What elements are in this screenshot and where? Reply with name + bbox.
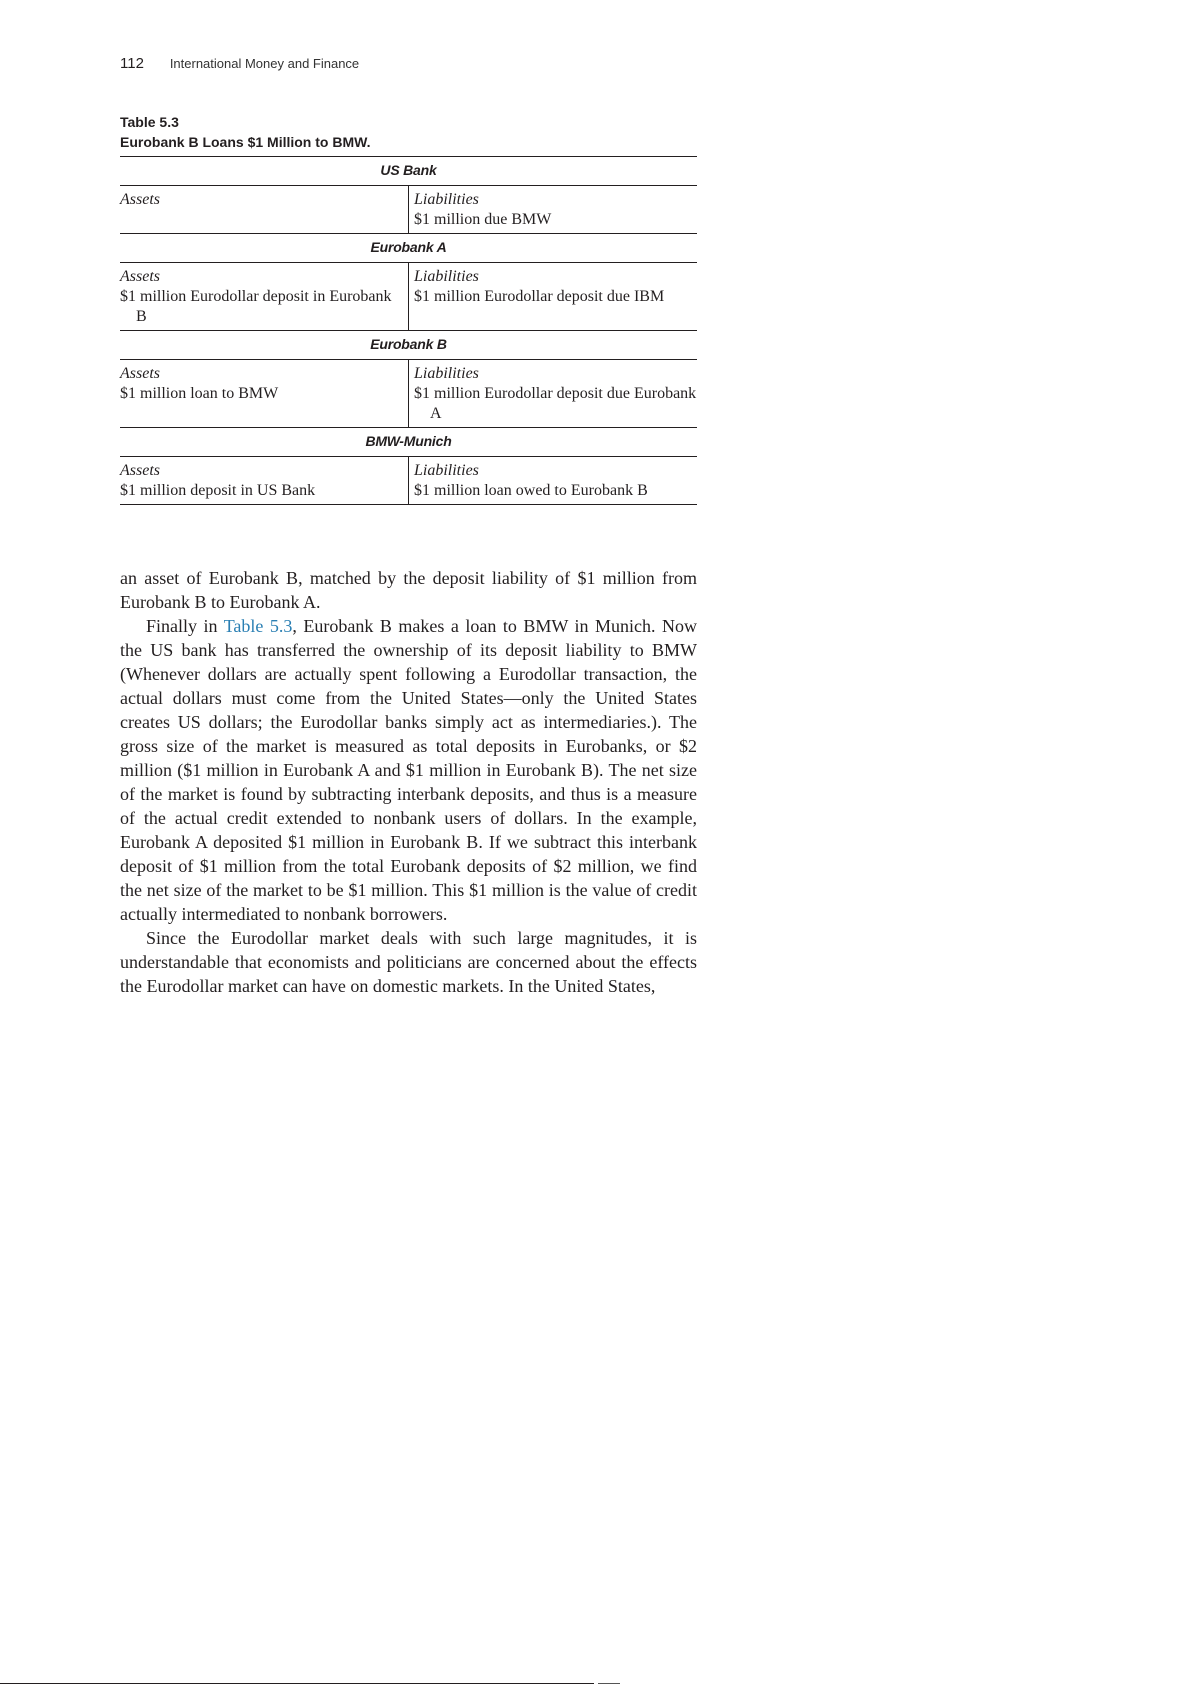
asset-entry: $1 million loan to BMW [120,385,279,402]
footer-rule [0,1683,594,1684]
liabilities-column [409,186,697,233]
footer-mark [598,1683,620,1684]
assets-label: Assets [120,268,160,285]
assets-column [120,457,409,504]
liability-entry: $1 million loan owed to Eurobank B [414,482,648,499]
liabilities-column [409,263,697,330]
table-row [120,186,697,233]
assets-column [120,186,409,233]
running-header [120,55,359,72]
assets-label: Assets [120,191,160,208]
liabilities-column [409,457,697,504]
body-text [120,566,697,998]
asset-entry: $1 million Eurodollar deposit in Eurobank B [120,288,392,325]
assets-column [120,360,409,427]
liabilities-label: Liabilities [414,365,479,382]
table-title: Eurobank B Loans $1 Million to BMW. [120,134,371,150]
table-row [120,263,697,330]
assets-label: Assets [120,365,160,382]
liability-entry: $1 million Eurodollar deposit due IBM [414,288,665,305]
asset-entry: $1 million deposit in US Bank [120,482,316,499]
table-section-heading: Eurobank A [120,233,697,263]
assets-label: Assets [120,462,160,479]
liability-entry: $1 million Eurodollar deposit due Eurobank A [414,385,697,422]
liability-entry: $1 million due BMW [414,211,552,228]
paragraph-2 [120,614,697,926]
table-row [120,360,697,427]
paragraph-3-text: Since the Eurodollar market deals with such large magnitudes, it is understandable that economists and politicians are concerned about the effects the Eurodollar market can have on domestic markets. In the United States, [120,928,697,996]
table-row [120,457,697,504]
balance-sheet-table [120,156,697,505]
liabilities-label: Liabilities [414,191,479,208]
assets-column [120,263,409,330]
paragraph-2-text-start: Finally in [146,616,224,636]
paragraph-1-text: an asset of Eurobank B, matched by the deposit liability of $1 million from Eurobank B to Eurobank A. [120,568,697,612]
liabilities-column [409,360,697,427]
liabilities-label: Liabilities [414,268,479,285]
table-caption [120,112,697,152]
liabilities-label: Liabilities [414,462,479,479]
page-number: 112 [120,55,144,72]
table-number: Table 5.3 [120,114,179,130]
paragraph-1 [120,566,697,614]
table-reference-link[interactable]: Table 5.3 [223,616,293,636]
paragraph-3 [120,926,697,998]
book-title: International Money and Finance [169,56,360,71]
table-section-heading: Eurobank B [120,330,697,360]
table-section-heading: BMW-Munich [120,427,697,457]
table-section-heading: US Bank [120,156,697,186]
paragraph-2-text-end: , Eurobank B makes a loan to BMW in Munich. Now the US bank has transferred the ownership of its deposit liability to BMW (Whenever dollars are actually spent following a Eurodollar transaction, the actual dollars must come from the United States—only the United States creates US dollars; the Eurodollar banks simply act as intermediaries.). The gross size of the market is measured as total deposits in Eurobanks, or $2 million ($1 million in Eurobank A and $1 million in Eurobank B). The net size of the market is found by subtracting interbank deposits, and thus is a measure of the actual credit extended to nonbank users of dollars. In the example, Eurobank A deposited $1 million in Eurobank B. If we subtract this interbank deposit of $1 million from the total Eurobank deposits of $2 million, we find the net size of the market to be $1 million. This $1 million is the value of credit actually intermediated to nonbank borrowers. [120,616,698,924]
